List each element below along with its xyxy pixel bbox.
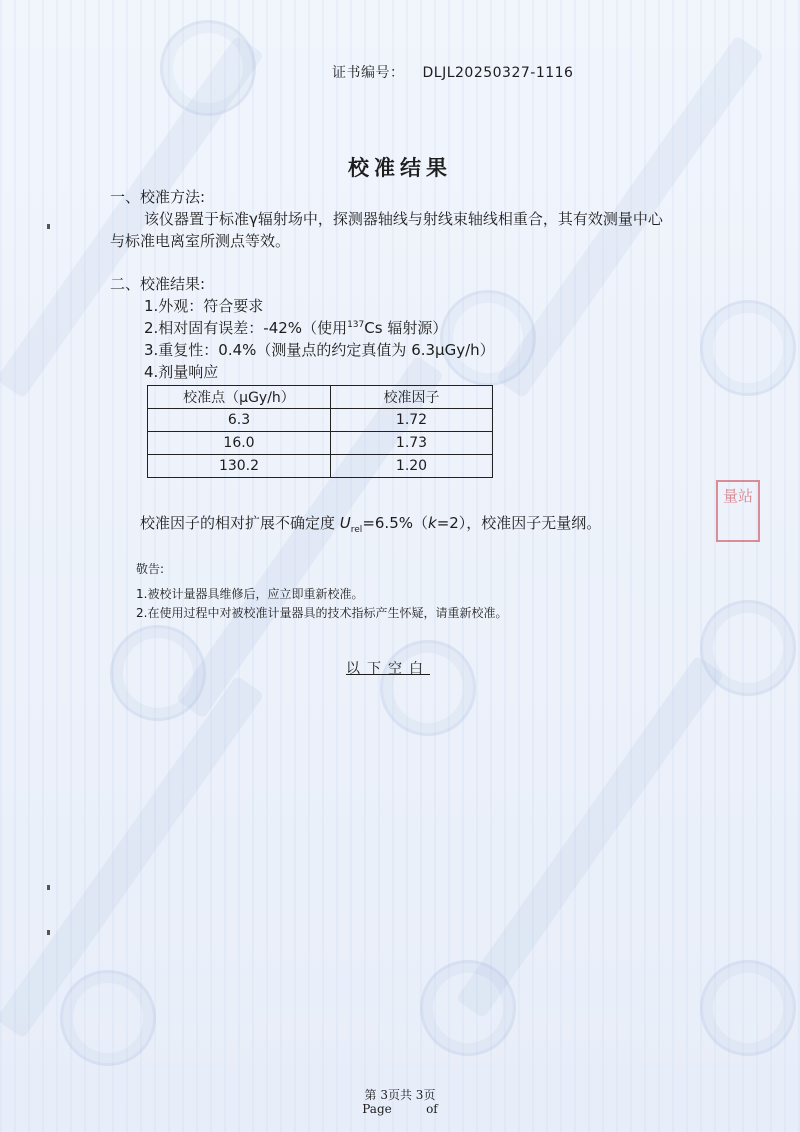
notice-item: 1.被校计量器具维修后，应立即重新校准。 bbox=[136, 587, 364, 601]
table-cell: 16.0 bbox=[148, 432, 331, 455]
uncertainty-prefix: 校准因子的相对扩展不确定度 bbox=[140, 514, 340, 532]
margin-mark bbox=[47, 930, 50, 935]
isotope-mass-number: 137 bbox=[347, 320, 365, 330]
page-footer-en bbox=[0, 1102, 800, 1116]
notice-heading: 敬告: bbox=[136, 562, 165, 576]
table-row bbox=[148, 455, 493, 478]
result-item-appearance: 1.外观：符合要求 bbox=[144, 297, 264, 315]
certificate-number bbox=[332, 62, 573, 82]
table-header-cell: 校准因子 bbox=[331, 386, 493, 409]
page-footer-cn: 第 3页共 3页 bbox=[364, 1088, 436, 1102]
table-row bbox=[148, 432, 493, 455]
table-header-cell: 校准点（μGy/h） bbox=[148, 386, 331, 409]
coverage-factor-symbol: k bbox=[428, 514, 437, 532]
result-item-error-prefix: 2.相对固有误差：-42%（使用 bbox=[144, 319, 348, 337]
table-cell: 1.73 bbox=[331, 432, 493, 455]
uncertainty-value: =6.5%（ bbox=[362, 514, 428, 532]
uncertainty-suffix: =2），校准因子无量纲。 bbox=[436, 514, 602, 532]
table-cell: 1.72 bbox=[331, 409, 493, 432]
stamp-text: 量站 bbox=[722, 487, 753, 505]
section1-text-line2: 与标准电离室所测点等效。 bbox=[110, 232, 291, 250]
uncertainty-subscript: rel bbox=[350, 525, 363, 535]
dose-response-table bbox=[147, 385, 493, 478]
page-title: 校准结果 bbox=[348, 156, 452, 180]
table-cell: 6.3 bbox=[148, 409, 331, 432]
result-item-error bbox=[144, 317, 447, 338]
notice-item: 2.在使用过程中对被校准计量器具的技术指标产生怀疑，请重新校准。 bbox=[136, 606, 508, 620]
table-cell: 1.20 bbox=[331, 455, 493, 478]
section1-text-line1: 该仪器置于标准γ辐射场中，探测器轴线与射线束轴线相重合，其有效测量中心 bbox=[144, 210, 663, 228]
table-header-row bbox=[148, 386, 493, 409]
footer-page-word: Page bbox=[362, 1102, 392, 1116]
end-of-content-marker: 以下空白 bbox=[346, 661, 430, 677]
table-row bbox=[148, 409, 493, 432]
result-item-dose-response: 4.剂量响应 bbox=[144, 363, 219, 381]
margin-mark bbox=[47, 224, 50, 229]
footer-of-word: of bbox=[426, 1102, 438, 1116]
watermark-seal bbox=[380, 640, 476, 736]
red-seal-stamp bbox=[716, 480, 760, 542]
section2-heading: 二、校准结果: bbox=[110, 275, 206, 293]
certificate-number-label: 证书编号： bbox=[332, 65, 405, 81]
watermark-seal bbox=[60, 970, 156, 1066]
watermark-seal bbox=[700, 960, 796, 1056]
watermark-seal bbox=[700, 300, 796, 396]
section1-heading: 一、校准方法: bbox=[110, 188, 206, 206]
watermark-band bbox=[456, 655, 725, 1019]
result-item-error-suffix: Cs 辐射源） bbox=[364, 319, 448, 337]
margin-mark bbox=[47, 885, 50, 890]
uncertainty-statement bbox=[140, 512, 601, 535]
table-cell: 130.2 bbox=[148, 455, 331, 478]
certificate-number-value: DLJL20250327-1116 bbox=[422, 65, 574, 81]
uncertainty-symbol: U bbox=[339, 514, 351, 532]
result-item-repeatability: 3.重复性：0.4%（测量点的约定真值为 6.3μGy/h） bbox=[144, 341, 495, 359]
